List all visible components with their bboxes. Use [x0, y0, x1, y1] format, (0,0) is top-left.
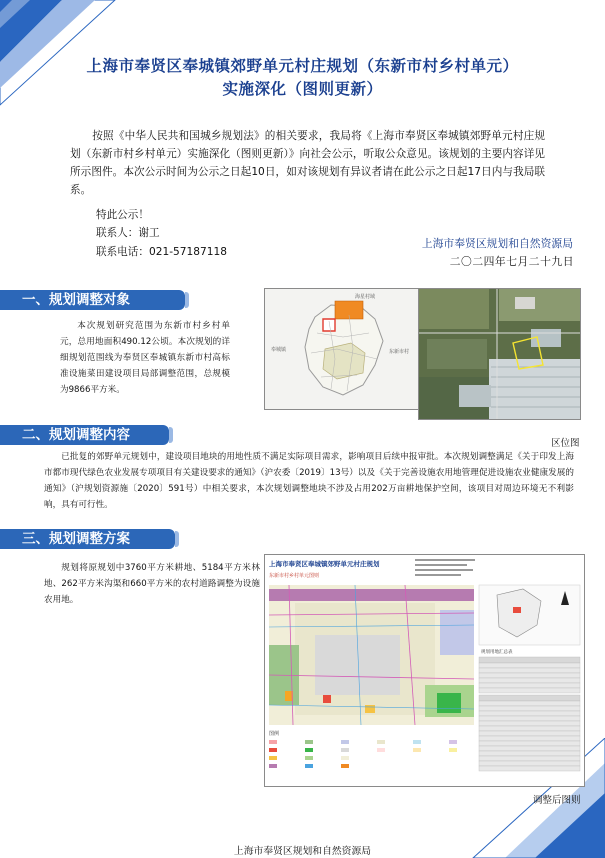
issuing-agency: 上海市奉贤区规划和自然资源局 [421, 237, 573, 250]
document-subtitle: 实施深化（图则更新） [222, 80, 383, 98]
footer-agency: 上海市奉贤区规划和自然资源局 [233, 846, 372, 857]
section-heading-3: 三、规划调整方案 [0, 529, 175, 549]
document-title: 上海市奉贤区奉城镇郊野单元村庄规划（东新市村乡村单元） [86, 57, 519, 75]
plan-subtitle: 东新市村乡村单元图则 [269, 573, 320, 579]
adjusted-map-caption: 调整后图则 [533, 795, 581, 806]
map-label-east: 东新市村 [389, 349, 410, 355]
plan-table-title: 规划用地汇总表 [481, 650, 513, 655]
section-text-2: 已批复的郊野单元规划中，建设项目地块的用地性质不满足实际项目需求，影响项目后续申报审批。本次规划调整满足《关于印发上海市都市现代绿色农业发展专项项目有关建设要求的通知》（沪农委〔2019〕13号）以及《关于完善设施农用地管理促进设施农业健康发展的通知》（沪规划资源施〔2020〕591号）中相关要求，本次规划调整地块不涉及占用202万亩耕地保护空间，该项目对周边环境无不利影响，具有可行性。 [44, 452, 574, 510]
section-heading-1: 一、规划调整对象 [0, 290, 185, 310]
section-heading-2: 二、规划调整内容 [0, 425, 169, 445]
section-text-3: 规划将原规划中3760平方米耕地、5184平方米林地、262平方米沟渠和660平方米的农村道路调整为设施农用地。 [44, 563, 260, 605]
notice-declaration: 特此公示！ [96, 209, 149, 221]
legend-title: 图例 [269, 731, 280, 737]
adjusted-plan-drawing [264, 554, 585, 787]
location-map-district [264, 288, 420, 410]
section-text-1: 本次规划研究范围为东新市村乡村单元，总用地面积490.12公顷。本次规划的详细规划范围线为奉贤区奉城镇东新市村高标准设施菜田建设项目局部调整范围，总规模为9866平方米。 [60, 321, 230, 395]
location-map-satellite [418, 288, 581, 420]
location-map-caption: 区位图 [551, 438, 580, 449]
map-label-west: 奉城镇 [271, 347, 287, 353]
map-label-north: 海星村域 [355, 294, 376, 300]
plan-title: 上海市奉贤区奉城镇郊野单元村庄规划 [269, 560, 380, 568]
intro-paragraph: 按照《中华人民共和国城乡规划法》的相关要求，我局将《上海市奉贤区奉城镇郊野单元村庄规划（东新市村乡村单元）实施深化（图则更新）》向社会公示，听取公众意见。该规划的主要内容详见所示图件。本次公示时间为公示之日起10日，如对该规划有异议者请在此公示之日起17日内与我局联系。 [70, 130, 545, 196]
contact-phone: 联系电话：021-57187118 [96, 246, 227, 258]
contact-person: 联系人：谢工 [96, 227, 160, 239]
issue-date: 二〇二四年七月二十九日 [449, 255, 574, 268]
